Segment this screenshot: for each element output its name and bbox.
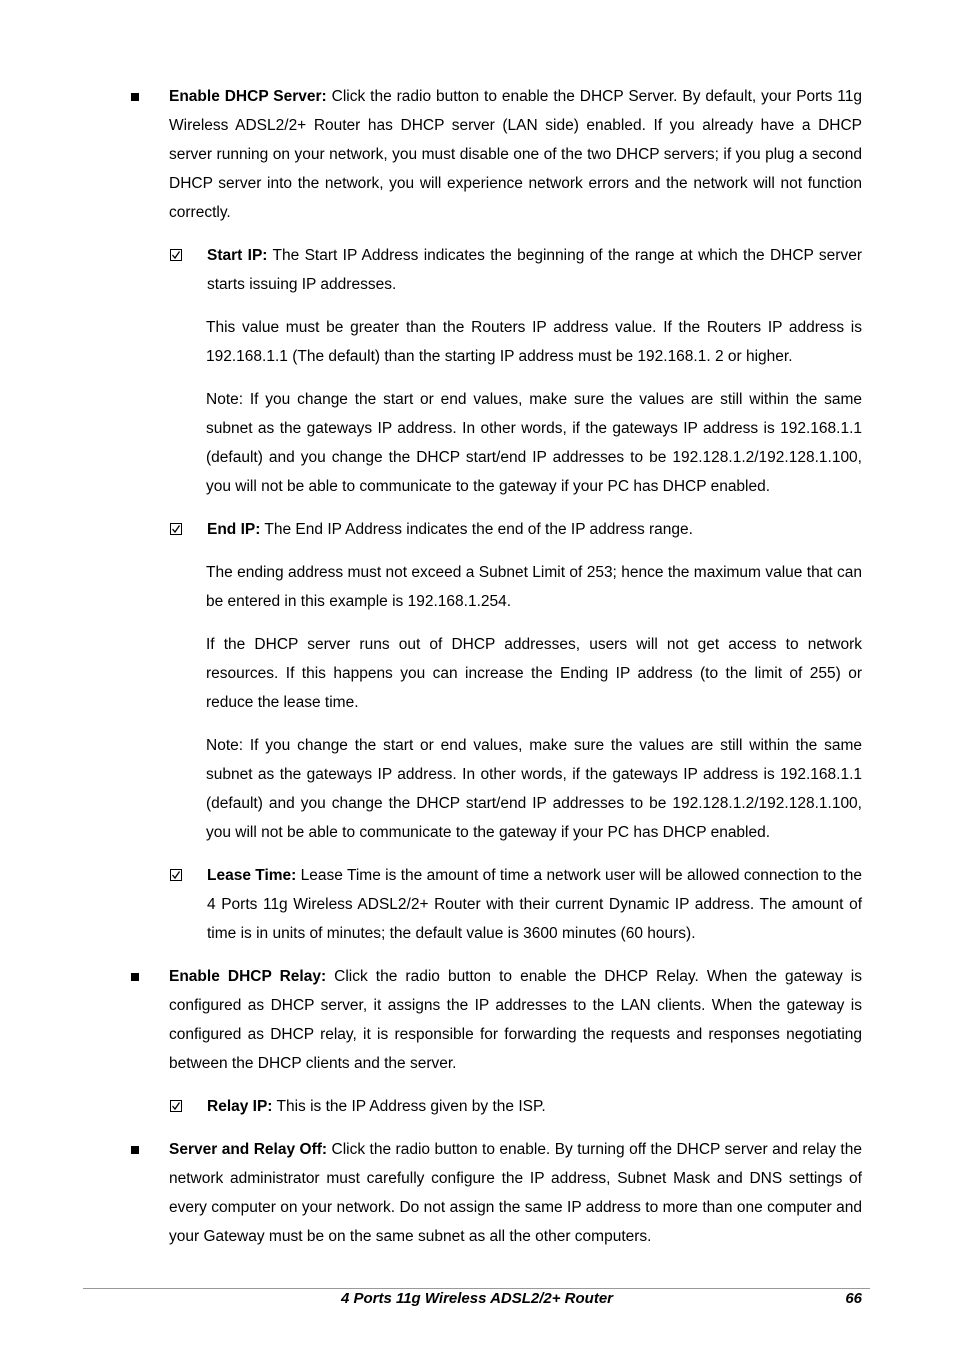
dhcp-relay-heading: Enable DHCP Relay: bbox=[169, 968, 327, 985]
lease-time-paragraph bbox=[207, 861, 862, 948]
footer-divider bbox=[83, 1288, 870, 1289]
lease-time-text: Lease Time is the amount of time a network user will be allowed connection to the 4 Ports 11g Wireless ADSL2/2+ Router with their current Dynamic IP address. The amount of time is in units of minutes; the default value is 3600 minutes (60 hours). bbox=[207, 867, 862, 942]
footer-title: 4 Ports 11g Wireless ADSL2/2+ Router bbox=[340, 1290, 614, 1307]
end-ip-heading: End IP: bbox=[207, 521, 261, 538]
end-ip-exhaustion-paragraph: If the DHCP server runs out of DHCP addresses, users will not get access to network resources. If this happens you can increase the Ending IP address (to the limit of 255) or reduce the lease time. bbox=[206, 636, 862, 711]
end-ip-limit-paragraph: The ending address must not exceed a Subnet Limit of 253; hence the maximum value that can be entered in this example is 192.168.1.254. bbox=[206, 564, 862, 610]
start-ip-value-paragraph: This value must be greater than the Routers IP address value. If the Routers IP address is 192.168.1.1 (The default) than the starting IP address must be 192.168.1. 2 or higher. bbox=[206, 319, 862, 365]
dhcp-server-heading: Enable DHCP Server: bbox=[169, 88, 327, 105]
square-bullet-icon bbox=[131, 1146, 139, 1154]
page-number: 66 bbox=[845, 1290, 862, 1307]
lease-time-heading: Lease Time: bbox=[207, 867, 297, 884]
dhcp-server-paragraph bbox=[169, 82, 862, 227]
relay-ip-text: This is the IP Address given by the ISP. bbox=[272, 1098, 546, 1115]
checkbox-checked-icon bbox=[170, 1100, 182, 1112]
end-ip-text: The End IP Address indicates the end of the IP address range. bbox=[260, 521, 693, 538]
server-relay-off-heading: Server and Relay Off: bbox=[169, 1141, 328, 1158]
server-relay-off-paragraph bbox=[169, 1135, 862, 1251]
dhcp-server-text: Click the radio button to enable the DHCP Server. By default, your Ports 11g Wireless ADSL2/2+ Router has DHCP server (LAN side) enabled. If you already have a DHCP server running on your network, you must disable one of the two DHCP servers; if you plug a second DHCP server into the network, you will experience network errors and the network will not function correctly. bbox=[169, 88, 863, 221]
relay-ip-paragraph bbox=[207, 1092, 862, 1121]
end-ip-note: Note: If you change the start or end values, make sure the values are still within the same subnet as the gateways IP address. In other words, if the gateways IP address is 192.168.1.1 (default) and you change the DHCP start/end IP addresses to be 192.128.1.2/192.128.1.100, you will not be able to communicate to the gateway if your PC has DHCP enabled. bbox=[206, 737, 862, 841]
dhcp-relay-paragraph bbox=[169, 962, 862, 1078]
end-ip-paragraph bbox=[207, 515, 862, 544]
start-ip-heading: Start IP: bbox=[207, 247, 268, 264]
start-ip-text: The Start IP Address indicates the beginning of the range at which the DHCP server starts issuing IP addresses. bbox=[207, 247, 862, 293]
server-relay-off-text: Click the radio button to enable. By turning off the DHCP server and relay the network administrator must carefully configure the IP address, Subnet Mask and DNS settings of every computer on your network. Do not assign the same IP address to more than one computer and your Gateway must be on the same subnet as all the other computers. bbox=[169, 1141, 862, 1245]
relay-ip-heading: Relay IP: bbox=[207, 1098, 273, 1115]
square-bullet-icon bbox=[131, 93, 139, 101]
checkbox-checked-icon bbox=[170, 869, 182, 881]
checkbox-checked-icon bbox=[170, 523, 182, 535]
dhcp-relay-text: Click the radio button to enable the DHCP Relay. When the gateway is configured as DHCP server, it assigns the IP addresses to the LAN clients. When the gateway is configured as DHCP relay, it is responsible for forwarding the requests and responses negotiating between the DHCP clients and the server. bbox=[169, 968, 862, 1072]
start-ip-paragraph bbox=[207, 241, 862, 299]
checkbox-checked-icon bbox=[170, 249, 182, 261]
start-ip-note: Note: If you change the start or end values, make sure the values are still within the same subnet as the gateways IP address. In other words, if the gateways IP address is 192.168.1.1 (default) and you change the DHCP start/end IP addresses to be 192.128.1.2/192.128.1.100, you will not be able to communicate to the gateway if your PC has DHCP enabled. bbox=[206, 391, 862, 495]
square-bullet-icon bbox=[131, 973, 139, 981]
